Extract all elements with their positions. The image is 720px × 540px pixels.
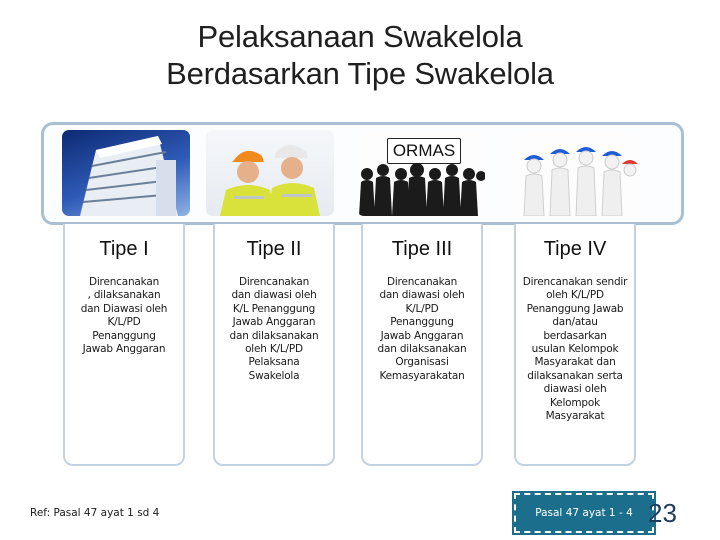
tipe-1-line: Jawab Anggaran	[82, 343, 166, 356]
tipe-2-line: Pelaksana	[248, 356, 300, 369]
slide-title-line-1: Pelaksanaan Swakelola	[197, 19, 523, 54]
tipe-3-title: Tipe III	[391, 238, 453, 260]
tipe-1-column	[63, 224, 185, 466]
tipe-2-line: K/L Penanggung	[232, 302, 316, 315]
tipe-1-title: Tipe I	[99, 238, 149, 260]
tipe-3-line: dan dilaksanakan	[377, 343, 467, 356]
slide-title	[0, 18, 720, 92]
tipe-1-line: dan Diawasi oleh	[80, 302, 168, 315]
tipe-4-line: Direncanakan sendir	[522, 276, 628, 288]
tipe-3-line: dan diawasi oleh	[379, 289, 465, 302]
tipe-1-line: Penanggung	[92, 329, 156, 342]
tipe-1-line: , dilaksanakan	[87, 289, 161, 302]
tipe-4-line: diawasi oleh	[543, 383, 607, 396]
tipe-2-description	[219, 276, 329, 383]
tipe-4-column	[514, 224, 636, 466]
slide-title-line-2: Berdasarkan Tipe Swakelola	[166, 56, 554, 91]
workers-hardhats-image	[206, 130, 334, 216]
tipe-3-line: Jawab Anggaran	[380, 329, 464, 342]
reference-note: Ref: Pasal 47 ayat 1 sd 4	[30, 507, 160, 519]
ormas-label: ORMAS	[387, 138, 461, 164]
tipe-3-line: Kemasyarakatan	[379, 369, 465, 382]
tipe-2-column	[213, 224, 335, 466]
tipe-3-line: Direncanakan	[386, 276, 458, 288]
tipe-2-line: oleh K/L/PD	[245, 343, 303, 356]
tipe-4-line: Masyarakat	[545, 410, 605, 423]
tipe-1-line: K/L/PD	[107, 316, 141, 329]
tipe-2-title: Tipe II	[246, 238, 302, 260]
tipe-4-line: dan/atau berdasarkan	[543, 316, 607, 342]
tipe-4-line: Masyarakat dan	[534, 356, 616, 369]
tipe-2-line: Swakelola	[248, 369, 300, 382]
tipe-2-line: Jawab Anggaran	[232, 316, 316, 329]
tipe-3-line: K/L/PD	[405, 302, 439, 315]
pasal-badge: Pasal 47 ayat 1 - 4	[514, 493, 654, 533]
tipe-2-line: dan diawasi oleh	[231, 289, 317, 302]
tipe-2-line: Direncanakan	[238, 276, 310, 288]
tipe-4-title: Tipe IV	[543, 238, 607, 260]
tipe-4-line: Kelompok	[550, 396, 600, 409]
tipe-4-line: dilaksanakan serta	[527, 369, 623, 382]
tipe-4-description	[520, 276, 630, 423]
tipe-4-line: usulan Kelompok	[531, 343, 619, 356]
page-number: 23	[648, 498, 677, 528]
tipe-2-line: dan dilaksanakan	[229, 329, 319, 342]
office-building-image	[62, 130, 190, 216]
tipe-3-description	[367, 276, 477, 383]
tipe-3-line: Organisasi	[395, 356, 449, 369]
ormas-crowd-image	[357, 130, 485, 216]
tipe-4-line: oleh K/L/PD	[546, 289, 604, 302]
tipe-3-line: Penanggung	[390, 316, 454, 329]
tipe-3-column	[361, 224, 483, 466]
tipe-1-line: Direncanakan	[88, 276, 160, 288]
tipe-1-description	[69, 276, 179, 356]
tipe-4-line: Penanggung Jawab	[526, 302, 624, 315]
blue-hardhat-figures-image	[512, 130, 640, 216]
